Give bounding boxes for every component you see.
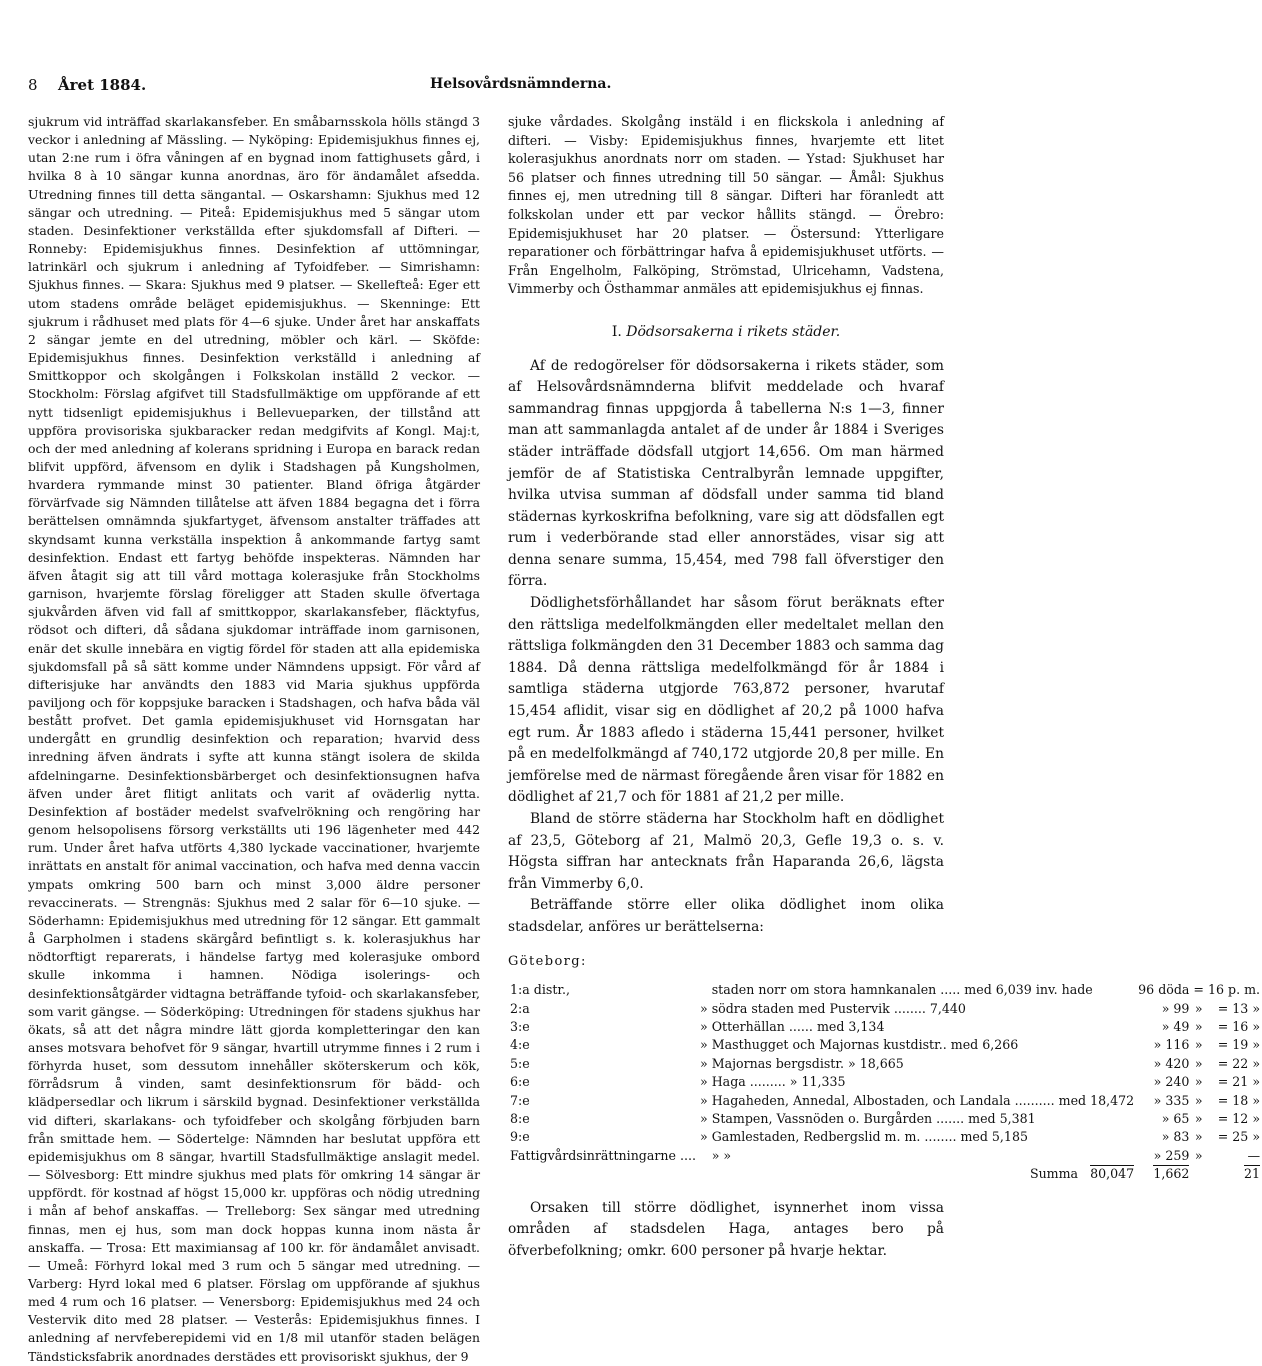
district-table bbox=[508, 981, 1262, 1183]
district-number: 7:e bbox=[510, 1092, 530, 1108]
district-description: Otterhällan ...... med 3,134 bbox=[711, 1018, 885, 1034]
table-row bbox=[508, 1000, 1262, 1018]
ditto-mark: » bbox=[1194, 1000, 1203, 1016]
deaths-count: » 49 bbox=[1161, 1018, 1190, 1034]
ditto-mark: » bbox=[1194, 1092, 1203, 1108]
ditto-mark: » bbox=[1194, 1018, 1203, 1034]
district-description: Stampen, Vassnöden o. Burgården ....... med 5,381 bbox=[711, 1111, 1036, 1126]
table-row bbox=[508, 1018, 1262, 1036]
left-column bbox=[28, 113, 480, 1366]
table-row bbox=[508, 1110, 1262, 1128]
section-number: I. bbox=[611, 323, 622, 340]
ditto-mark: » bbox=[699, 1129, 708, 1145]
death-rate: = 16 » bbox=[1217, 1018, 1261, 1034]
left-column-text: sjukrum vid inträffad skarlakansfeber. En småbarnsskola hölls stängd 3 veckor i anledning af Mässling. — Nyköping: Epidemisjukhus finnes ej, utan 2:ne rum i öfra våningen af en bygnad inom fattighusets gård, i hvilka 8 à 10 sängar kunna anordnas, äro för ändamålet afsedda. Utredning finnes till detta sängantal. — Oskarshamn: Sjukhus med 12 sängar och utredning. — Piteå: Epidemisjukhus med 5 sängar utom staden. Desinfektioner verkställda efter sjukdomsfall af Difteri. — Ronneby: Epidemisjukhus finnes. Desinfektion af uttömningar, latrinkärl och sjukrum i anledning af Tyfoidfeber. — Simrishamn: Sjukhus finnes. — Skara: Sjukhus med 9 platser. — Skellefteå: Eger ett utom stadens område beläget epidemisjukhus. — Skenninge: Ett sjukrum i rådhuset med plats för 4—6 sjuke. Under året har anskaffats 2 sängar jemte en del utredning, möbler och kärl. — Sköfde: Epidemisjukhus finnes. Desinfektion verkställd i anledning af Smittkoppor och skolgången i Folkskolan inställd 2 veckor. — Stockholm: Förslag afgifvet till Stadsfullmäktige om uppförande af ett nytt tidsenligt epidemisjukhus i Bellevueparken, der tillstånd att uppföra provisoriska sjukbaracker redan medgifvits af Kongl. Maj:t, och der med anledning af kolerans spridning i Europa en barack redan blifvit uppförd, äfvensom en dylik i Stadshagen på Kungsholmen, hvardera rymmande minst 30 patienter. Bland öfriga åtgärder förvärfvade sig Nämnden tillåtelse att äfven 1884 begagna det i förra berättelsen omnämnda sjukfartyget, äfvensom anstalter träffades att skyndsamt kunna verkställa inspektion å ankommande fartyg samt desinfektion. Endast ett fartyg behöfde inspekteras. Nämnden har äfven åtagit sig att till vård mottaga kolerasjuke från Stockholms garnison, hvarjemte förslag föreligger att Staden skulle öfvertaga sjukvården äfven vid fall af smittkoppor, skarlakansfeber, fläcktyfus, rödsot och difteri, då sådana sjukdomar inträffade inom garnisonen, enär det skulle innebära en vigtig fördel för staden att alla epidemiska sjukdomsfall på så sätt komme under Nämndens uppsigt. För vård af difterisjuke har användts den 1883 vid Maria sjukhus uppförda paviljong och för koppsjuke baracken i Stadshagen, och hafva båda väl bestått profvet. Det gamla epidemisjukhuset vid Hornsgatan har undergått en grundlig desinfektion och reparation; hvarvid dess inredning äfven ändrats i syfte att kunna stängt isolera de skilda afdelningarne. Desinfektionsbärberget och desinfektionsugnen hafva äfven under året flitigt anlitats och varit af oväderlig nytta. Desinfektion af bostäder medelst svafvelrökning och rengöring har genom helsopolisens försorg verkställts uti 196 lägenheter med 442 rum. Under året hafva utförts 4,380 lyckade vaccinationer, hvarjemte inrättats en anstalt för animal vaccination, och hafva med denna vaccin ympats omkring 500 barn och minst 3,000 äldre personer revaccinerats. — Strengnäs: Sjukhus med 2 salar för 6—10 sjuke. — Söderhamn: Epidemisjukhus med utredning för 12 sängar. Ett gammalt å Garpholmen i stadens skärgård befintligt s. k. kolerasjukhus har nödtorftigt reparerats, i händelse fartyg med kolerasjuke ombord skulle inkomma i hamnen. Nödiga isolerings- och desinfektionsåtgärder vidtagna beträffande tyfoid- och skarlakansfeber, som varit gängse. — Söderköping: Utredningen för stadens sjukhus har ökats, så att det några mindre lätt gjorda kompletteringar den kan anses motsvara behofvet för 9 sängar, hvartill utrymme finnes i 2 rum i förhyrda huset, som dessutom innehåller sköterskerum och kök, förrådsrum å vinden, samt desinfektionsrum för bädd- och klädpersedlar och likrum i särskild bygnad. Desinfektioner verkställda vid difteri, skarlakans- och tyfoidfeber och skolgång förbjuden barn från smittade hem. — Södertelge: Nämnden har beslutat uppföra ett epidemisjukhus om 8 sängar, hvartill Stadsfullmäktige anslagit medel. — Sölvesborg: Ett mindre sjukhus med plats för omkring 14 sängar är uppfördt. för kostnad af högst 15,000 kr. uppföras och nödig utredning i mån af behof anskaffas. — Trelleborg: Sex sängar med utredning finnas, men ej hus, som man dock hoppas kunna inom nästa år anskaffa. — Trosa: Ett maximiansag af 100 kr. för ändamålet anvisadt. — Umeå: Förhyrd lokal med 3 rum och 5 sängar med utredning. — Varberg: Hyrd lokal med 6 platser. Förslag om uppförande af sjukhus med 4 rum och 16 platser. — Venersborg: Epidemisjukhus med 24 och Vestervik dito med 28 platser. — Vesterås: Epidemisjukhus finnes. I anledning af nervfeberepidemi vid en 1/8 mil utanför staden belägen Tändsticksfabrik anordnades derstädes ett provisoriskt sjukhus, der 9 bbox=[28, 114, 480, 1364]
deaths-count: » 259 bbox=[1153, 1147, 1190, 1163]
district-number: 8:e bbox=[510, 1111, 530, 1126]
death-rate: = 13 » bbox=[1217, 1000, 1261, 1016]
district-number: Fattigvårdsinrättningarne .... bbox=[510, 1147, 696, 1163]
death-rate: = 21 » bbox=[1217, 1074, 1261, 1090]
ditto-mark: » bbox=[699, 1092, 708, 1108]
ditto-mark: » bbox=[699, 1000, 708, 1016]
section-title: Dödsorsakerna i rikets städer. bbox=[626, 323, 841, 340]
death-rate: — bbox=[1247, 1147, 1261, 1163]
ditto-mark: » bbox=[1194, 1111, 1203, 1126]
page-number: 8 bbox=[28, 76, 38, 94]
ditto-mark: » bbox=[699, 1055, 708, 1071]
city-heading: Göteborg: bbox=[508, 953, 587, 969]
deaths-count: » 65 bbox=[1161, 1111, 1190, 1126]
deaths-count: » 335 bbox=[1153, 1092, 1190, 1108]
sum-rate: 21 bbox=[1244, 1166, 1261, 1182]
paragraph: Dödlighetsförhållandet har såsom förut beräknats efter den rättsliga medelfolkmängden eller medeltalet mellan den rättsliga folkmängden den 31 December 1883 och samma dag 1884. Då denna rättsliga medelfolkmängd för år 1884 i samtliga städerna utgjorde 763,872 personer, hvarutaf 15,454 aflidit, visar sig en dödlighet af 20,2 på 1000 hafva egt rum. År 1883 afledo i städerna 15,441 personer, hvilket på en medelfolkmängd af 740,172 utgjorde 20,8 per mille. En jemförelse med de närmast föregående åren visar för 1882 en dödlighet af 21,7 och för 1881 af 21,2 per mille. bbox=[508, 595, 944, 806]
ditto-mark: » bbox=[1194, 1129, 1203, 1145]
district-description: » » bbox=[711, 1147, 732, 1163]
page-header bbox=[0, 76, 960, 100]
district-number: 4:e bbox=[510, 1037, 530, 1053]
ditto-mark: » bbox=[699, 1018, 708, 1034]
ditto-mark: » bbox=[1194, 1074, 1203, 1090]
deaths-count: » 116 bbox=[1153, 1037, 1190, 1053]
death-rate: 16 p. m. bbox=[1207, 982, 1261, 998]
district-description: Haga ......... » 11,335 bbox=[711, 1074, 846, 1090]
district-description: södra staden med Pustervik ........ 7,440 bbox=[711, 1000, 966, 1016]
district-number: 5:e bbox=[510, 1055, 530, 1071]
district-description: Hagaheden, Annedal, Albostaden, och Landala .......... med 18,472 bbox=[711, 1092, 1135, 1108]
ditto-mark bbox=[698, 1147, 710, 1165]
district-description: staden norr om stora hamnkanalen ..... med 6,039 inv. hade bbox=[711, 982, 1093, 998]
right-column-intro: sjuke vårdades. Skolgång instäld i en flickskola i anledning af difteri. — Visby: Epidemisjukhus finnes, hvarjemte ett litet kolerasjukhus anordnats norr om staden. — Ystad: Sjukhuset har 56 platser och finnes utredning till 50 sängar. — Åmål: Sjukhus finnes ej, men utredning till 8 sängar. Difteri har föranledt att folkskolan under ett par veckor hållits stängd. — Örebro: Epidemisjukhuset har 20 platser. — Östersund: Ytterligare reparationer och förbättringar hafva å epidemisjukhuset utförts. — Från Engelholm, Falköping, Strömstad, Ulricehamn, Vadstena, Vimmerby och Östhammar anmäles att epidemisjukhus ej finnas. bbox=[508, 114, 944, 297]
running-title: Helsovårdsnämnderna. bbox=[430, 76, 612, 92]
table-row bbox=[508, 1055, 1262, 1073]
death-rate: = 25 » bbox=[1217, 1129, 1261, 1145]
table-row bbox=[508, 1128, 1262, 1146]
district-description: Majornas bergsdistr. » 18,665 bbox=[711, 1055, 904, 1071]
district-number: 1:a distr., bbox=[510, 982, 571, 998]
ditto-mark bbox=[698, 981, 710, 999]
death-rate: = 12 » bbox=[1217, 1111, 1261, 1126]
table-row bbox=[508, 1073, 1262, 1091]
paragraph: Bland de större städerna har Stockholm haft en dödlighet af 23,5, Göteborg af 21, Malmö 20,3, Gefle 19,3 o. s. v. Högsta siffran har antecknats från Haparanda 26,6, lägsta från Vimmerby 6,0. bbox=[508, 811, 944, 892]
deaths-count: » 420 bbox=[1153, 1055, 1190, 1071]
deaths-count: » 83 bbox=[1161, 1129, 1190, 1145]
ditto-mark: » bbox=[699, 1074, 708, 1090]
district-number: 2:a bbox=[510, 1000, 530, 1016]
death-rate: = 18 » bbox=[1217, 1092, 1261, 1108]
section-heading bbox=[508, 323, 944, 342]
deaths-count: » 99 bbox=[1161, 1000, 1190, 1016]
ditto-mark: » bbox=[1194, 1037, 1203, 1053]
ditto-mark: = bbox=[1193, 982, 1204, 998]
ditto-mark: » bbox=[1194, 1055, 1203, 1071]
district-number: 9:e bbox=[510, 1129, 530, 1145]
ditto-mark: » bbox=[699, 1111, 708, 1126]
sum-row bbox=[508, 1165, 1262, 1183]
district-description: Gamlestaden, Redbergslid m. m. ........ med 5,185 bbox=[711, 1129, 1028, 1145]
ditto-mark: » bbox=[1194, 1147, 1203, 1163]
right-column bbox=[508, 113, 1261, 1262]
table-row bbox=[508, 981, 1262, 999]
ditto-mark: » bbox=[699, 1037, 708, 1053]
district-number: 6:e bbox=[510, 1074, 530, 1090]
table-row bbox=[508, 1147, 1262, 1165]
district-description: Masthugget och Majornas kustdistr.. med 6,266 bbox=[711, 1037, 1019, 1053]
death-rate: = 22 » bbox=[1217, 1055, 1261, 1071]
sum-label: Summa bbox=[1029, 1166, 1079, 1182]
sum-inhabitants: 80,047 bbox=[1090, 1166, 1135, 1182]
paragraph: Af de redogörelser för dödsorsakerna i rikets städer, som af Helsovårdsnämnderna blifvit meddelade och hvaraf sammandrag finnas uppgjorda å tabellerna N:s 1—3, finner man att sammanlagda antalet af de under år 1884 i Sveriges städer inträffade dödsfall utgjort 14,656. Om man härmed jemför de af Statistiska Centralbyrån lemnade uppgifter, hvilka utvisa summan af dödsfall under samma tid bland städernas kyrkoskrifna befolkning, vare sig att dödsfallen egt rum i vederbörande stad eller annorstädes, visar sig att denna senare summa, 15,454, med 798 fall öfverstiger den förra. bbox=[508, 357, 944, 590]
sum-deaths: 1,662 bbox=[1153, 1166, 1190, 1182]
year-heading: Året 1884. bbox=[58, 76, 147, 94]
deaths-count: » 240 bbox=[1153, 1074, 1190, 1090]
deaths-count: 96 döda bbox=[1138, 982, 1190, 998]
death-rate: = 19 » bbox=[1217, 1037, 1261, 1053]
table-row bbox=[508, 1036, 1262, 1054]
table-row bbox=[508, 1092, 1262, 1110]
paragraph: Beträffande större eller olika dödlighet inom olika stadsdelar, anföres ur berättelserna: bbox=[508, 897, 944, 935]
closing-paragraph: Orsaken till större dödlighet, isynnerhet inom vissa områden af stadsdelen Haga, antages bero på öfverbefolkning; omkr. 600 personer på hvarje hektar. bbox=[508, 1199, 944, 1259]
district-number: 3:e bbox=[510, 1018, 530, 1034]
